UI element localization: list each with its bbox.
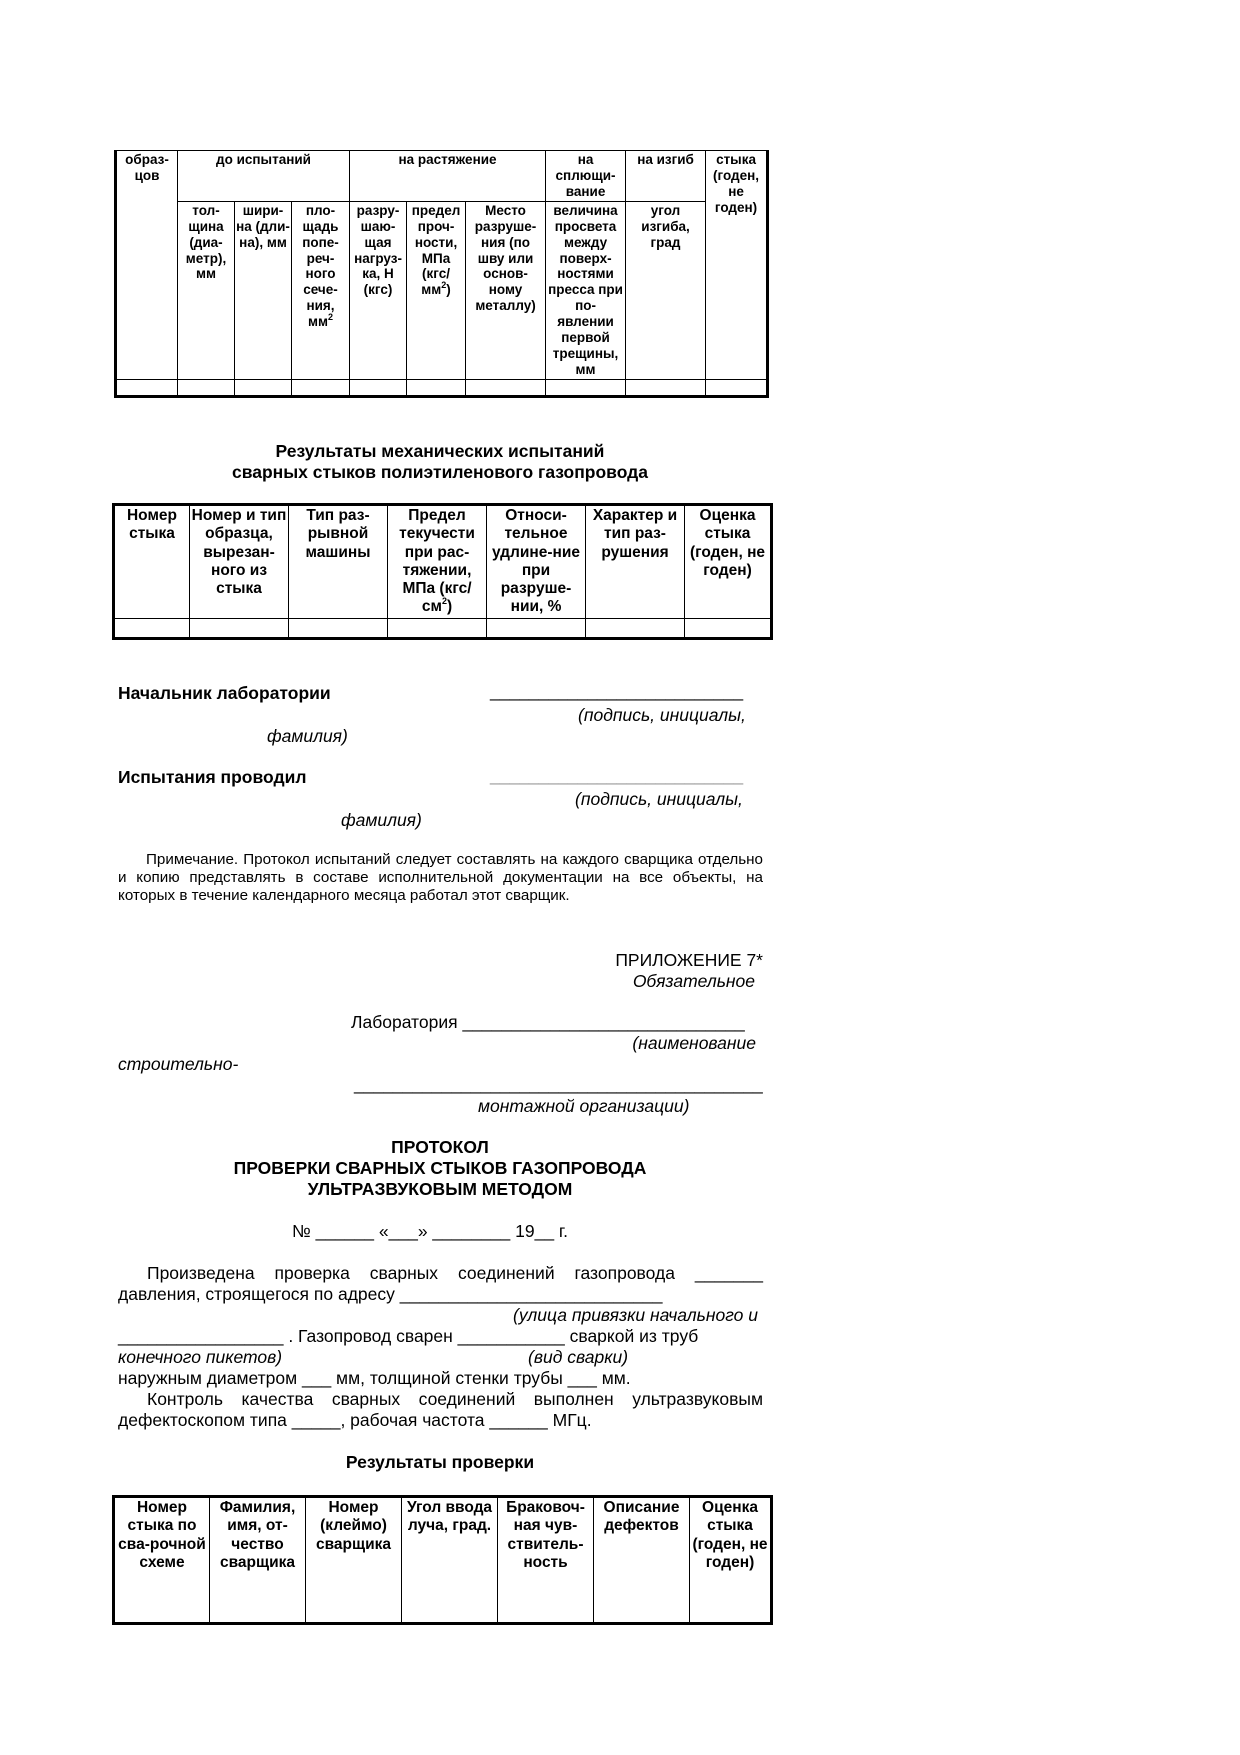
header-samples: образ-цов	[116, 151, 178, 380]
street-hint: (улица привязки начального и	[513, 1305, 758, 1325]
surname-hint-2: фамилия)	[341, 810, 422, 830]
header-bending: на изгиб	[626, 151, 706, 202]
header-angle: угол изгиба, град	[626, 201, 706, 379]
header-thickness: тол-щина (диа-метр), мм	[178, 201, 235, 379]
note-paragraph: Примечание. Протокол испытаний следует составлять на каждого сварщика отдельно и копию представлять в составе исполнительной документации на все объекты, на которых в течение календарного месяца работал этот сварщик.	[118, 851, 763, 904]
surname-hint: фамилия)	[267, 726, 348, 746]
header-width: шири-на (дли-на), мм	[235, 201, 292, 379]
lab-name-hint-cont: строительно-	[118, 1054, 239, 1074]
head-of-lab-label: Начальник лаборатории	[118, 683, 331, 703]
header-beam-angle: Угол ввода луча, град.	[402, 1497, 498, 1624]
header-machine-type: Тип раз-рывной машины	[289, 505, 388, 619]
body-line-4: наружным диаметром ___ мм, толщиной стенки трубы ___ мм.	[118, 1368, 631, 1388]
header-flattening: на сплющи-вание	[546, 151, 626, 202]
body-line-5: Контроль качества сварных соединений выполнен ультразвуковым	[147, 1389, 763, 1409]
header-joint-verdict: стыка (годен, не годен)	[706, 151, 768, 380]
header-sample-type: Номер и тип образца, вырезан-ного из стыка	[190, 505, 289, 619]
protocol-number-date: № ______ «___» ________ 19__ г.	[292, 1221, 569, 1241]
tester-signature-line: __________________________	[490, 765, 744, 785]
appendix-title: ПРИЛОЖЕНИЕ 7*	[615, 950, 763, 970]
body-line-1: Произведена проверка сварных соединений газопровода _______	[147, 1263, 763, 1283]
table-row	[114, 618, 772, 638]
header-sensitivity: Браковоч-ная чув-ствитель-ность	[498, 1497, 594, 1624]
protocol-title-line3: УЛЬТРАЗВУКОВЫМ МЕТОДОМ	[307, 1179, 573, 1199]
ultrasonic-results-table	[112, 1495, 773, 1625]
header-welder-stamp: Номер (клеймо) сварщика	[306, 1497, 402, 1624]
header-joint-number-scheme: Номер стыка по сва-рочной схеме	[114, 1497, 210, 1624]
lab-name-line: _____________________________	[462, 1012, 745, 1032]
header-defects: Описание дефектов	[594, 1497, 690, 1624]
section-title-line1: Результаты механических испытаний	[275, 441, 605, 461]
protocol-title-line2: ПРОВЕРКИ СВАРНЫХ СТЫКОВ ГАЗОПРОВОДА	[233, 1158, 647, 1178]
head-signature-line: __________________________	[490, 681, 744, 701]
header-failure-place: Место разруше-ния (по шву или основ-ному металлу)	[466, 201, 546, 379]
welding-test-table	[114, 150, 769, 398]
results-title: Результаты проверки	[345, 1452, 535, 1472]
tester-label: Испытания проводил	[118, 767, 307, 787]
protocol-title-line1: ПРОТОКОЛ	[391, 1137, 489, 1157]
header-area: пло-щадь попе-реч-ного сече-ния, $мм^2$	[292, 201, 350, 379]
header-elongation: Относи-тельное удлине-ние при разруше-нии, %	[487, 505, 586, 619]
body-line-3: _________________ . Газопровод сварен ___________ сваркой из труб	[118, 1326, 699, 1346]
header-before-tests: до испытаний	[178, 151, 350, 202]
appendix-mandatory: Обязательное	[632, 971, 755, 991]
pe-results-table	[112, 503, 773, 640]
org-line: __________________________________________	[354, 1074, 763, 1094]
header-failure-type: Характер и тип раз-рушения	[586, 505, 685, 619]
weld-type-hint: (вид сварки)	[528, 1347, 629, 1367]
header-breaking-load: разру-шаю-щая нагруз-ка, Н (кгс)	[350, 201, 407, 379]
body-line-2: давления, строящегося по адресу ___________________________	[118, 1284, 663, 1304]
header-strength: предел проч-ности, МПа (кгс/ $мм^2$)	[407, 201, 466, 379]
end-picket-hint: конечного пикетов)	[118, 1347, 283, 1367]
body-line-6: дефектоскопом типа _____, рабочая частота ______ МГц.	[118, 1410, 592, 1430]
lab-label-text: Лаборатория	[351, 1012, 458, 1032]
header-verdict-3: Оценка стыка (годен, не годен)	[690, 1497, 772, 1624]
section-title-line2: сварных стыков полиэтиленового газопровода	[231, 462, 648, 482]
header-verdict: Оценка стыка (годен, не годен)	[685, 505, 772, 619]
header-welder-name: Фамилия, имя, от-чество сварщика	[210, 1497, 306, 1624]
section-title	[114, 441, 766, 483]
header-gap: величина просвета между поверх-ностями пресса при по-явлении первой трещины, мм	[546, 201, 626, 379]
signature-hint: (подпись, инициалы,	[578, 705, 746, 725]
table-row	[116, 379, 768, 396]
header-tension: на растяжение	[350, 151, 546, 202]
protocol-title	[114, 1137, 766, 1200]
lab-label	[351, 1012, 745, 1033]
signature-hint-2: (подпись, инициалы,	[575, 789, 743, 809]
header-yield-limit: Предел текучести при рас-тяжении, МПа $(кгс/см^2)$	[388, 505, 487, 619]
lab-name-hint: (наименование	[632, 1033, 756, 1053]
org-hint: монтажной организации)	[478, 1096, 690, 1116]
header-joint-number: Номер стыка	[114, 505, 190, 619]
